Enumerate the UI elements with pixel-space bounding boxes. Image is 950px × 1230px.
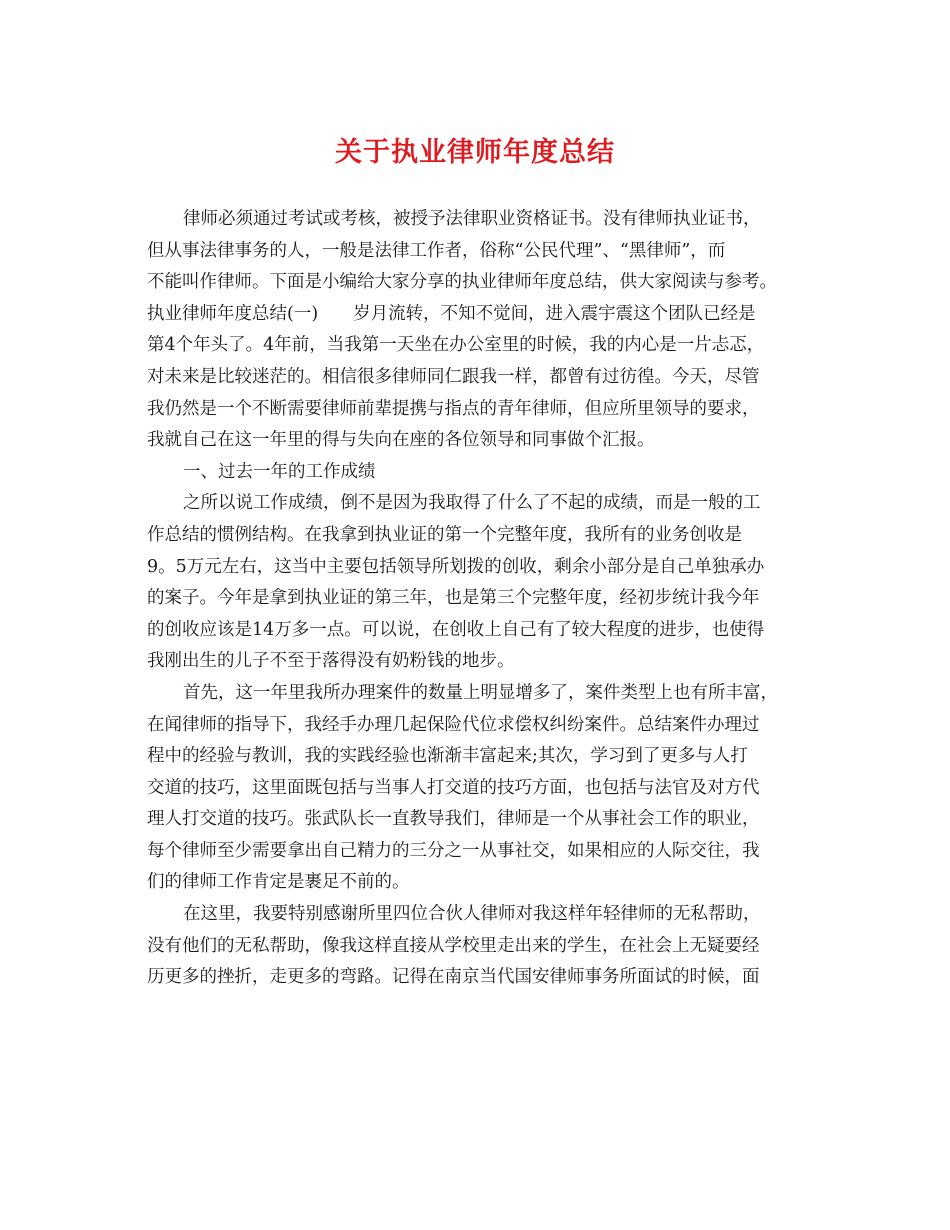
text-line: 交道的技巧，这里面既包括与当事人打交道的技巧方面，也包括与法官及对方代 — [147, 777, 760, 798]
text-line: 的创收应该是14万多一点。可以说，在创收上自己有了较大程度的进步，也使得 — [147, 619, 765, 640]
text-line: 程中的经验与教训，我的实践经验也渐渐丰富起来;其次，学习到了更多与人打 — [147, 746, 748, 767]
text-line: 作总结的惯例结构。在我拿到执业证的第一个完整年度，我所有的业务创收是 — [147, 524, 742, 545]
text-line: 没有他们的无私帮助，像我这样直接从学校里走出来的学生，在社会上无疑要经 — [147, 935, 760, 956]
text-line: 9。5万元左右，这当中主要包括领导所划拨的创收，剩余小部分是自己单独承办 — [147, 556, 765, 577]
text-line: 在闻律师的指导下，我经手办理几起保险代位求偿权纠纷案件。总结案件办理过 — [147, 714, 760, 735]
paragraph-thanks — [147, 899, 807, 994]
document-title: 关于执业律师年度总结 — [335, 137, 615, 168]
paragraph-intro — [147, 204, 807, 457]
text-line: 们的律师工作肯定是裹足不前的。 — [147, 872, 410, 893]
text-line: 但从事法律事务的人，一般是法律工作者，俗称“公民代理”、“黑律师”，而 — [147, 240, 726, 261]
text-line: 我仍然是一个不断需要律师前辈提携与指点的青年律师，但应所里领导的要求， — [147, 398, 760, 419]
section-heading — [147, 457, 807, 489]
text-line: 一、过去一年的工作成绩 — [183, 461, 376, 482]
text-line: 每个律师至少需要拿出自己精力的三分之一从事社交，如果相应的人际交往，我 — [147, 840, 760, 861]
text-line: 历更多的挫折，走更多的弯路。记得在南京当代国安律师事务所面试的时候，面 — [147, 967, 760, 988]
text-line: 的案子。今年是拿到执业证的第三年，也是第三个完整年度，经初步统计我今年 — [147, 588, 760, 609]
text-line: 我刚出生的儿子不至于落得没有奶粉钱的地步。 — [147, 651, 515, 672]
text-line: 第4个年头了。4年前，当我第一天坐在办公室里的时候，我的内心是一片忐忑， — [147, 335, 765, 356]
text-line: 理人打交道的技巧。张武队长一直教导我们，律师是一个从事社会工作的职业， — [147, 809, 760, 830]
text-line: 在这里，我要特别感谢所里四位合伙人律师对我这样年轻律师的无私帮助， — [183, 904, 761, 925]
paragraph-achievements — [147, 488, 807, 678]
paragraph-first — [147, 678, 807, 899]
document-body — [147, 204, 807, 994]
text-line: 之所以说工作成绩，倒不是因为我取得了什么了不起的成绩，而是一般的工 — [183, 493, 761, 514]
text-line: 首先，这一年里我所办理案件的数量上明显增多了，案件类型上也有所丰富， — [183, 682, 778, 703]
text-line: 律师必须通过考试或考核，被授予法律职业资格证书。没有律师执业证书， — [183, 209, 761, 229]
text-line: 对未来是比较迷茫的。相信很多律师同仁跟我一样，都曾有过彷徨。今天，尽管 — [147, 366, 760, 387]
text-line: 我就自己在这一年里的得与失向在座的各位领导和同事做个汇报。 — [147, 430, 655, 451]
text-line: 不能叫作律师。下面是小编给大家分享的执业律师年度总结，供大家阅读与参考。 — [147, 272, 777, 293]
text-line: 执业律师年度总结(一) 岁月流转，不知不觉间，进入震宇震这个团队已经是 — [147, 303, 756, 324]
